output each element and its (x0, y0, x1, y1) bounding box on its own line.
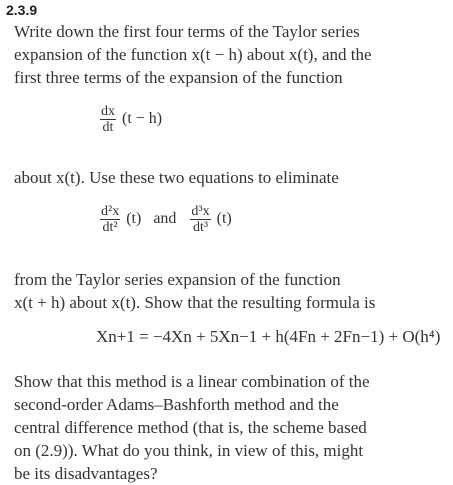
paragraph-line: x(t + h) about x(t). Show that the resulting formula is (14, 293, 376, 312)
fraction-third-derivative (190, 204, 210, 235)
paragraph-line: from the Taylor series expansion of the function (14, 270, 341, 289)
fraction-dx-dt (100, 104, 116, 135)
paragraph-line: central difference method (that is, the scheme based (14, 418, 367, 437)
paragraph-line: first three terms of the expansion of the function (14, 68, 343, 87)
fraction-second-derivative (100, 204, 120, 235)
equation-argument: (t) (126, 210, 142, 228)
paragraph-line: Write down the first four terms of the Taylor series (14, 22, 360, 41)
paragraph-from (14, 268, 446, 314)
paragraph-intro (14, 20, 446, 89)
paragraph-about (14, 166, 446, 189)
derivative-equation-2 (98, 204, 232, 235)
section-number: 2.3.9 (6, 2, 38, 18)
fraction-denominator: dt² (100, 219, 120, 235)
fraction-denominator: dt (100, 119, 116, 135)
fraction-numerator: d³x (191, 204, 210, 219)
fraction-denominator: dt³ (190, 219, 210, 235)
paragraph-line: expansion of the function x(t − h) about x(t), and the (14, 45, 372, 64)
equation-argument: (t − h) (122, 110, 163, 128)
fraction-numerator: dx (101, 104, 115, 119)
paragraph-line: second-order Adams–Bashforth method and the (14, 395, 339, 414)
equation-argument: (t) (216, 210, 232, 228)
connector-text: and (153, 210, 177, 228)
resulting-formula: Xn+1 = −4Xn + 5Xn−1 + h(4Fn + 2Fn−1) + O(h⁴) (96, 327, 441, 346)
paragraph-line: Show that this method is a linear combination of the (14, 372, 370, 391)
paragraph-line: be its disadvantages? (14, 464, 158, 483)
paragraph-conclusion (14, 370, 446, 485)
fraction-numerator: d²x (101, 204, 120, 219)
derivative-equation-1 (98, 104, 162, 135)
paragraph-line: on (2.9)). What do you think, in view of this, might (14, 441, 364, 460)
paragraph-line: about x(t). Use these two equations to eliminate (14, 168, 339, 187)
